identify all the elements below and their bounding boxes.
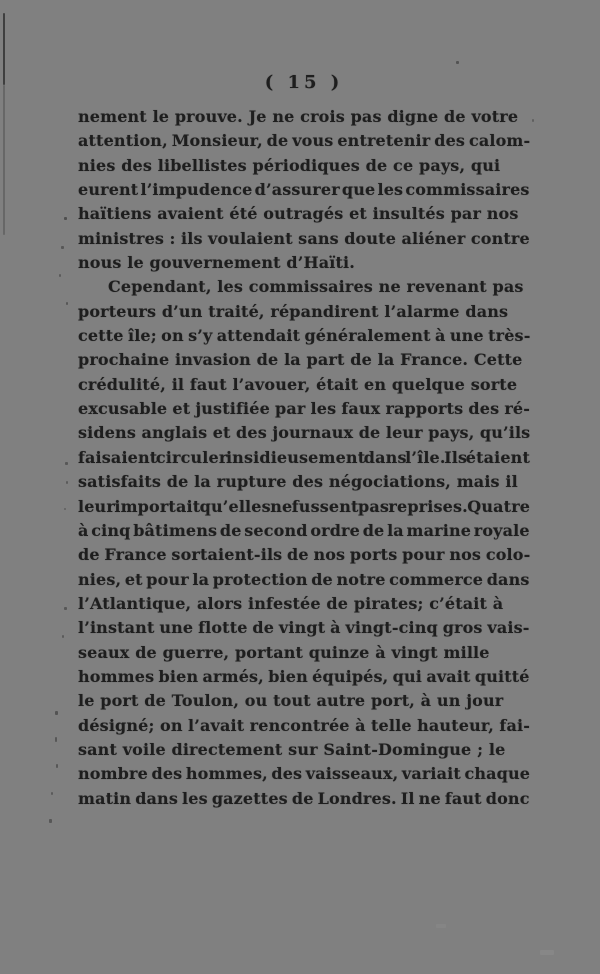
text-line: à cinq bâtimens de second ordre de la marine royale — [78, 520, 530, 540]
paper-smudge-artifact — [540, 950, 554, 955]
text-line: sant voile directement sur Saint-Domingue ; le — [78, 739, 506, 759]
binding-hairline-fade-artifact — [3, 85, 5, 235]
text-line: nombre des hommes, des vaisseaux, variait chaque — [78, 764, 531, 784]
text-line: ministres : ils voulaient sans doute aliéner contre — [78, 228, 530, 248]
text-line: le port de Toulon, ou tout autre port, à un jour — [78, 691, 504, 711]
margin-speck-artifact — [49, 819, 52, 823]
margin-speck-artifact — [61, 246, 64, 249]
text-line: nies, et pour la protection de notre commerce dans — [78, 569, 530, 589]
paper-smudge-artifact — [436, 924, 446, 928]
margin-speck-artifact — [456, 61, 459, 64]
margin-speck-artifact — [65, 462, 68, 465]
margin-speck-artifact — [51, 792, 53, 795]
text-line: seaux de guerre, portant quinze à vingt mille — [78, 642, 490, 662]
margin-speck-artifact — [532, 119, 534, 122]
margin-speck-artifact — [64, 508, 66, 510]
text-line: cette île; on s’y attendait généralement à une très- — [78, 326, 531, 346]
text-line: attention, Monsieur, de vous entretenir des calom- — [78, 131, 531, 151]
text-line: nies des libellistes périodiques de ce pays, qui — [78, 155, 501, 175]
text-line: Cependant, les commissaires ne revenant pas — [108, 277, 524, 297]
margin-speck-artifact — [59, 274, 61, 277]
binding-hairline-artifact — [3, 13, 5, 85]
text-line: désigné; on l’avait rencontrée à telle hauteur, fai- — [78, 715, 530, 735]
text-line: prochaine invasion de la part de la France. Cette — [78, 350, 523, 370]
text-line: eurent l’impudence d’assurer que les commissaires — [78, 180, 530, 200]
text-line: faisaient circuler insidieusement dans l’île. Ils étaient — [78, 447, 531, 467]
margin-speck-artifact — [64, 607, 67, 610]
margin-speck-artifact — [64, 217, 67, 220]
text-line: nous le gouvernement d’Haïti. — [78, 253, 355, 273]
text-block — [78, 105, 530, 811]
text-line: porteurs d’un traité, répandirent l’alarme dans — [78, 301, 509, 321]
margin-speck-artifact — [62, 635, 64, 638]
margin-speck-artifact — [55, 711, 58, 715]
text-line: crédulité, il faut l’avouer, était en quelque sorte — [78, 374, 518, 394]
text-line: leur importait qu’elles ne fussent pas reprises. Quatre — [78, 496, 531, 516]
text-line: de France sortaient-ils de nos ports pour nos colo- — [78, 545, 531, 565]
margin-speck-artifact — [66, 481, 68, 484]
text-line: sidens anglais et des journaux de leur pays, qu’ils — [78, 423, 531, 443]
margin-speck-artifact — [55, 737, 57, 742]
text-line: l’Atlantique, alors infestée de pirates; c’était à — [78, 593, 504, 613]
text-line: hommes bien armés, bien équipés, qui avait quitté — [78, 666, 530, 686]
text-line: matin dans les gazettes de Londres. Il ne faut donc — [78, 788, 530, 808]
text-line: nement le prouve. Je ne crois pas digne de votre — [78, 107, 519, 126]
margin-speck-artifact — [56, 764, 58, 768]
text-line: excusable et justifiée par les faux rapports des ré- — [78, 399, 531, 419]
text-line: l’instant une flotte de vingt à vingt-cinq gros vais- — [78, 618, 530, 638]
text-line: satisfaits de la rupture des négociations, mais il — [78, 472, 518, 492]
page-number-header: ( 15 ) — [264, 72, 344, 93]
text-line: haïtiens avaient été outragés et insultés par nos — [78, 204, 519, 224]
margin-speck-artifact — [66, 302, 68, 305]
